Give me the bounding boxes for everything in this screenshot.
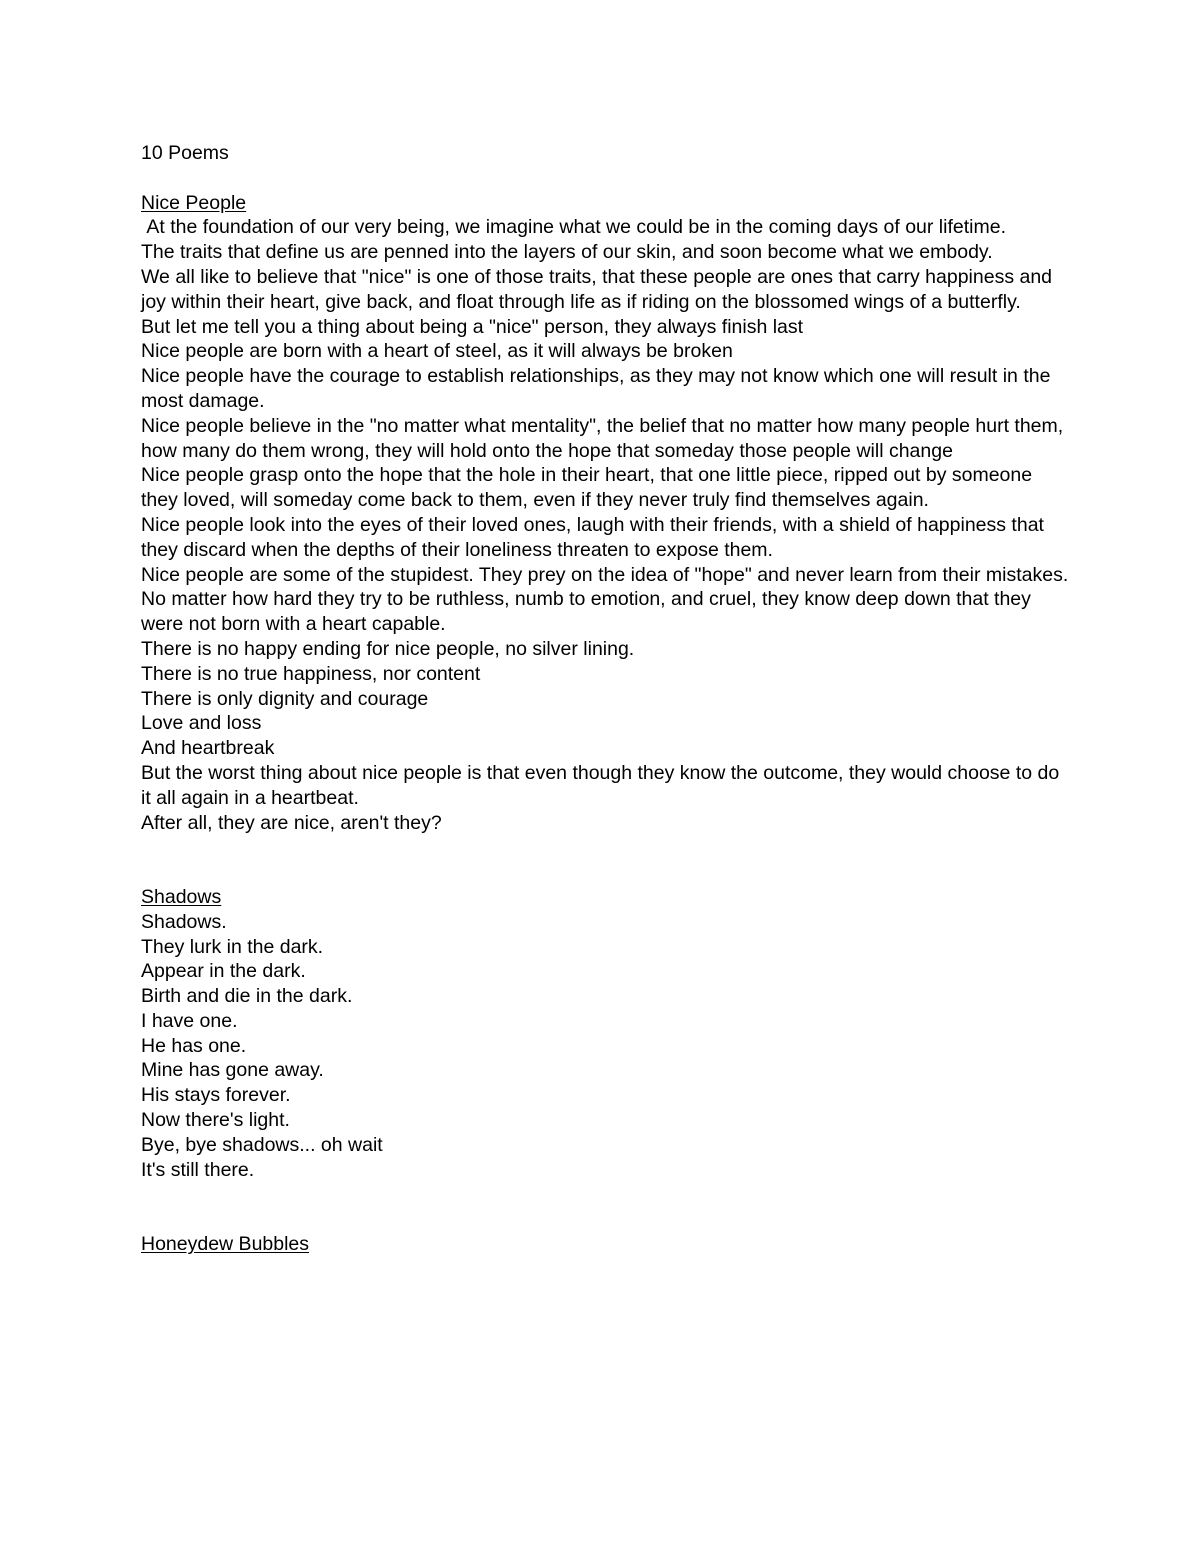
poem-line: Nice people are some of the stupidest. They prey on the idea of "hope" and never learn from their mistakes. [141, 563, 1069, 586]
poem-nice-people [141, 191, 1071, 836]
poem-line: Bye, bye shadows... oh wait [141, 1133, 383, 1156]
poem-line: Nice people grasp onto the hope that the hole in their heart, that one little piece, ripped out by someone they loved, will someday come back to them, even if they never truly find themselves again. [141, 464, 1038, 512]
poem-line: We all like to believe that "nice" is one of those traits, that these people are ones that carry happiness and joy within their heart, give back, and float through life as if riding on the blossomed wings of a butterfly. [141, 265, 1058, 313]
poem-line: But let me tell you a thing about being a "nice" person, they always finish last [141, 315, 804, 338]
poem-title: Nice People [141, 191, 247, 214]
poem-line: His stays forever. [141, 1084, 291, 1107]
poem-line: Nice people believe in the "no matter what mentality", the belief that no matter how many people hurt them, how many do them wrong, they will hold onto the hope that someday those people will change [141, 414, 1069, 462]
poem-line: Birth and die in the dark. [141, 985, 353, 1008]
poem-title: Honeydew Bubbles [141, 1233, 310, 1256]
spacer [141, 1182, 1071, 1232]
poem-line: There is only dignity and courage [141, 687, 429, 710]
poem-line: He has one. [141, 1034, 247, 1057]
poem-line: After all, they are nice, aren't they? [141, 811, 442, 834]
poem-line: Nice people have the courage to establish relationships, as they may not know which one will result in the most damage. [141, 365, 1056, 412]
poem-line: But the worst thing about nice people is that even though they know the outcome, they would choose to do it all again in a heartbeat. [141, 761, 1065, 809]
poem-line: I have one. [141, 1009, 238, 1032]
spacer [141, 835, 1071, 885]
poem-line: No matter how hard they try to be ruthless, numb to emotion, and cruel, they know deep down that they were not born with a heart capable. [141, 588, 1037, 636]
poem-line: Nice people are born with a heart of steel, as it will always be broken [141, 340, 733, 363]
poem-line: They lurk in the dark. [141, 935, 324, 958]
poem-line: Nice people look into the eyes of their loved ones, laugh with their friends, with a shield of happiness that they discard when the depths of their loneliness threaten to expose them. [141, 513, 1050, 561]
poem-line: Appear in the dark. [141, 960, 306, 983]
poem-line: There is no happy ending for nice people, no silver lining. [141, 637, 635, 660]
document-page [141, 141, 1071, 1257]
poem-line: Mine has gone away. [141, 1059, 324, 1082]
poem-line: It's still there. [141, 1158, 255, 1181]
poem-line: At the foundation of our very being, we imagine what we could be in the coming days of our lifetime. [141, 216, 1006, 239]
poem-shadows [141, 885, 1071, 1183]
poem-line: Love and loss [141, 712, 262, 735]
spacer [141, 166, 1071, 191]
poem-line: And heartbreak [141, 737, 275, 760]
poem-honeydew-bubbles [141, 1232, 1071, 1257]
poem-line: Now there's light. [141, 1109, 290, 1132]
poem-line: Shadows. [141, 910, 227, 933]
poem-line: The traits that define us are penned into the layers of our skin, and soon become what we embody. [141, 241, 993, 264]
poem-line: There is no true happiness, nor content [141, 662, 481, 685]
document-title: 10 Poems [141, 142, 229, 164]
poem-title: Shadows [141, 885, 222, 908]
